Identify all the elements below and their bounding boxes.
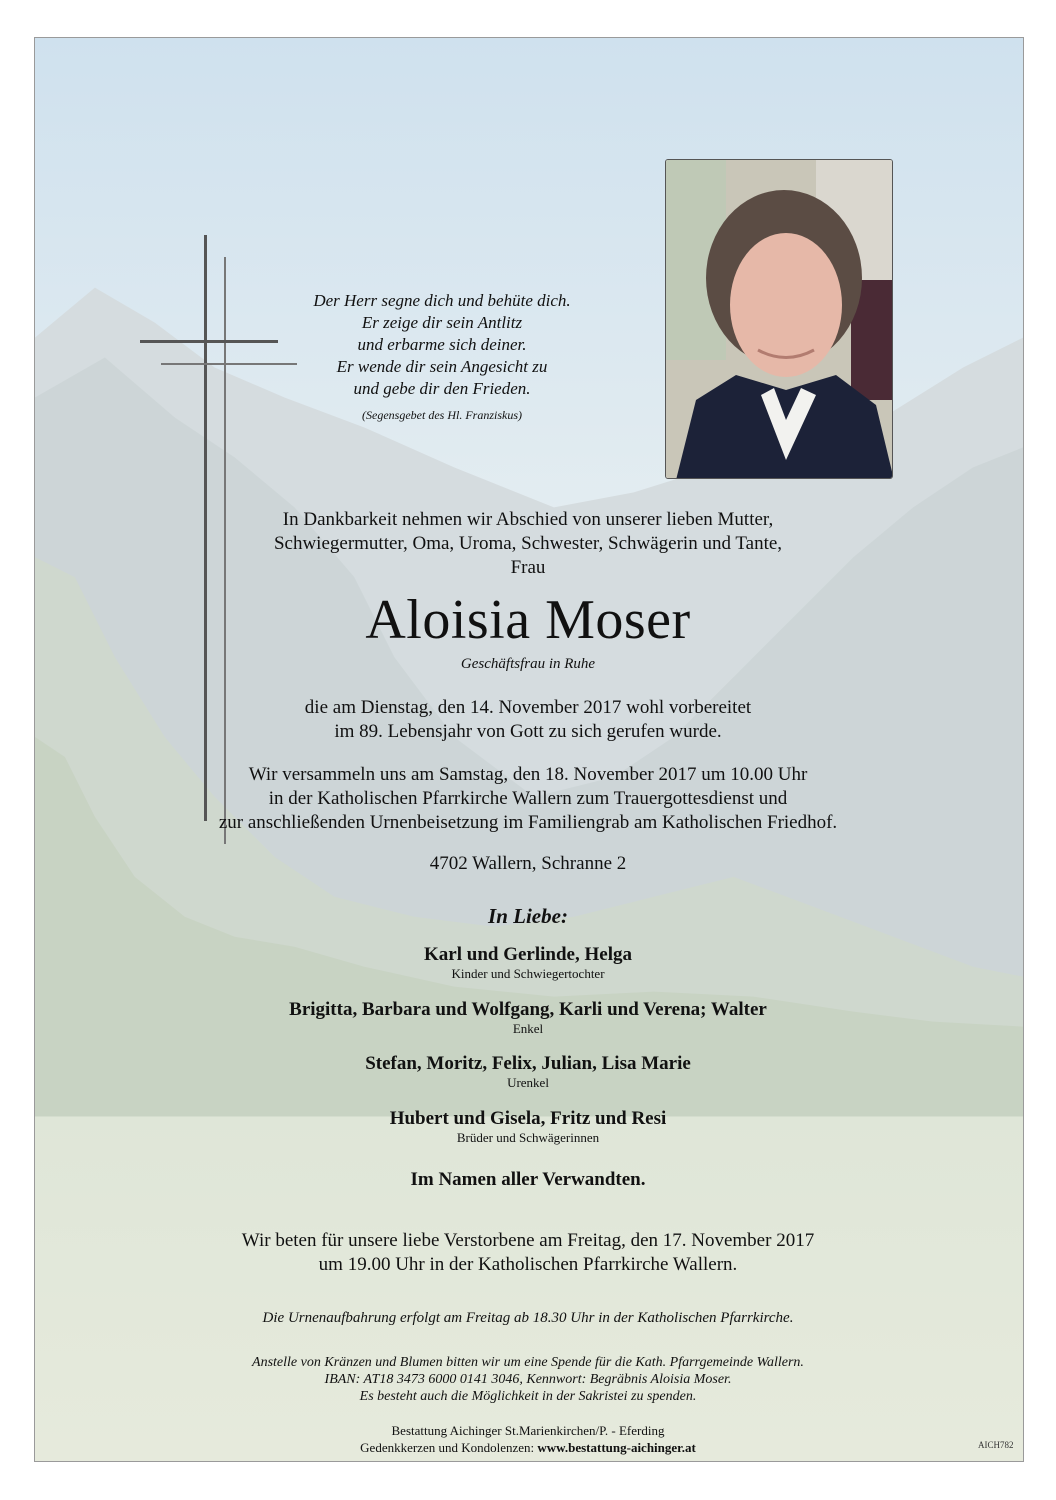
prayer-block: [207, 290, 677, 426]
deceased-title: Geschäftsfrau in Ruhe: [460, 656, 596, 672]
prayer-line: und erbarme sich deiner.: [357, 335, 527, 354]
family-names: Hubert und Gisela, Fritz und Resi: [389, 1108, 667, 1129]
footer-prefix: Gedenkkerzen und Kondolenzen:: [360, 1440, 538, 1455]
prayer-line: Er wende dir sein Angesicht zu: [336, 357, 548, 376]
donation-line: IBAN: AT18 3473 6000 0141 3046, Kennwort: Begräbnis Aloisia Moser.: [324, 1372, 732, 1387]
prayer-service-line: um 19.00 Uhr in der Katholischen Pfarrkirche Wallern.: [318, 1254, 738, 1275]
deceased-name: Aloisia Moser: [365, 589, 691, 651]
footer: [0, 1422, 1056, 1456]
intro-line: Frau: [510, 557, 546, 578]
intro-line: Schwiegermutter, Oma, Uroma, Schwester, Schwägerin und Tante,: [273, 533, 783, 554]
prayer-line: und gebe dir den Frieden.: [353, 379, 531, 398]
document-code: AICH782: [978, 1440, 1014, 1450]
donation-text: [0, 1354, 1056, 1405]
funeral-text: [0, 763, 1056, 835]
footer-line: [0, 1439, 1056, 1456]
family-names: Stefan, Moritz, Felix, Julian, Lisa Marie: [365, 1053, 691, 1074]
funeral-line: Wir versammeln uns am Samstag, den 18. November 2017 um 10.00 Uhr: [248, 764, 808, 785]
death-line: im 89. Lebensjahr von Gott zu sich gerufen wurde.: [334, 721, 722, 742]
intro-text: [0, 508, 1056, 580]
family-names: Karl und Gerlinde, Helga: [424, 944, 632, 965]
funeral-line: in der Katholischen Pfarrkirche Wallern zum Trauergottesdienst und: [268, 788, 788, 809]
portrait-photo: [665, 159, 893, 479]
prayer-line: Der Herr segne dich und behüte dich.: [313, 291, 571, 310]
funeral-line: zur anschließenden Urnenbeisetzung im Familiengrab am Katholischen Friedhof.: [218, 812, 838, 833]
donation-line: Es besteht auch die Möglichkeit in der Sakristei zu spenden.: [359, 1389, 697, 1404]
prayer-service-line: Wir beten für unsere liebe Verstorbene am Freitag, den 17. November 2017: [241, 1230, 815, 1251]
family-relation: Urenkel: [507, 1075, 549, 1090]
address: 4702 Wallern, Schranne 2: [429, 853, 627, 874]
family-group: [0, 1108, 1056, 1146]
portrait-illustration: [666, 160, 893, 479]
intro-line: In Dankbarkeit nehmen wir Abschied von unserer lieben Mutter,: [282, 509, 774, 530]
family-group: [0, 999, 1056, 1037]
family-group: [0, 944, 1056, 982]
prayer-line: Er zeige dir sein Antlitz: [361, 313, 523, 332]
family-relation: Enkel: [512, 1021, 544, 1036]
death-line: die am Dienstag, den 14. November 2017 wohl vorbereitet: [304, 697, 752, 718]
urn-notice: Die Urnenaufbahrung erfolgt am Freitag ab 18.30 Uhr in der Katholischen Pfarrkirche.: [262, 1310, 794, 1326]
website-link[interactable]: www.bestattung-aichinger.at: [537, 1440, 696, 1455]
family-names: Brigitta, Barbara und Wolfgang, Karli und Verena; Walter: [289, 999, 767, 1020]
prayer-source: (Segensgebet des Hl. Franziskus): [362, 408, 522, 422]
family-relation: Kinder und Schwiegertochter: [451, 966, 605, 981]
in-liebe-heading: In Liebe:: [488, 904, 568, 928]
family-relation: Brüder und Schwägerinnen: [456, 1130, 600, 1145]
prayer-service-text: [0, 1229, 1056, 1277]
death-text: [0, 696, 1056, 744]
relatives-line: Im Namen aller Verwandten.: [410, 1169, 646, 1190]
family-group: [0, 1053, 1056, 1091]
donation-line: Anstelle von Kränzen und Blumen bitten wir um eine Spende für die Kath. Pfarrgemeinde Wallern.: [252, 1355, 804, 1370]
footer-line: Bestattung Aichinger St.Marienkirchen/P. - Eferding: [391, 1423, 665, 1438]
